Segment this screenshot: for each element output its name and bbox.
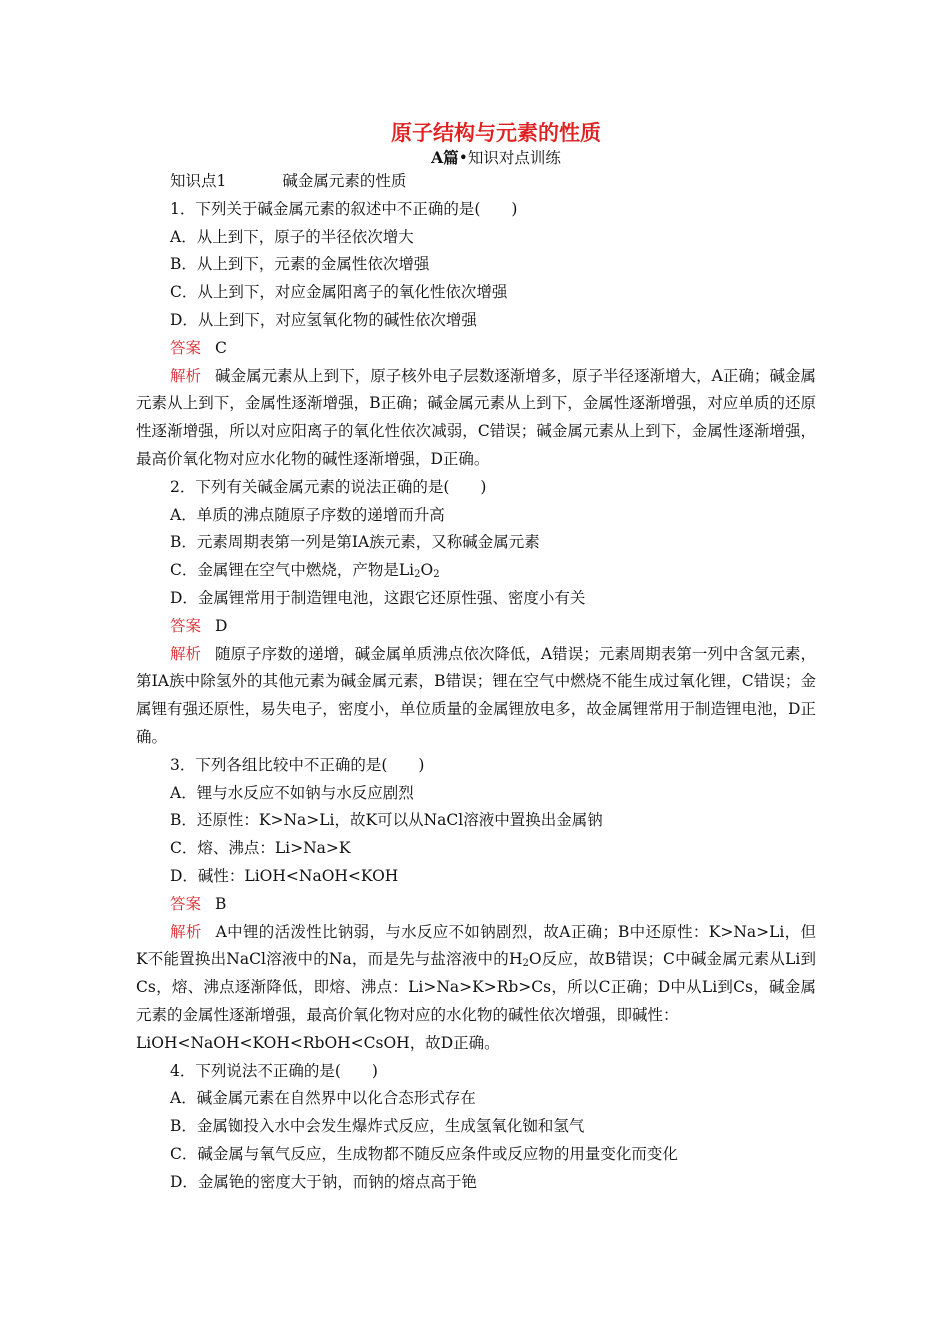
q3-option-d: D．碱性：LiOH<NaOH<KOH <box>170 866 399 885</box>
q2-answer-value: D <box>215 616 228 635</box>
q3-option-a: A．锂与水反应不如钠与水反应剧烈 <box>170 783 414 802</box>
q2-option-d: D．金属锂常用于制造锂电池，这跟它还原性强、密度小有关 <box>170 588 586 607</box>
q4-option-a: A．碱金属元素在自然界中以化合态形式存在 <box>170 1089 476 1108</box>
q4-stem: 4．下列说法不正确的是( ) <box>170 1061 378 1080</box>
section-heading <box>136 168 816 196</box>
answer-label: 答案 <box>170 616 202 635</box>
document-content <box>136 118 816 1196</box>
q1-analysis <box>136 363 816 474</box>
q1-answer <box>136 335 816 363</box>
q2-option-a: A．单质的沸点随原子序数的递增而升高 <box>170 505 445 524</box>
q4-option-b: B．金属铷投入水中会发生爆炸式反应，生成氢氧化铷和氢气 <box>170 1117 585 1136</box>
q4-option-d: D．金属铯的密度大于钠，而钠的熔点高于铯 <box>170 1172 477 1191</box>
q1-option-c: C．从上到下，对应金属阳离子的氧化性依次增强 <box>170 283 508 302</box>
subtitle-part: A篇 <box>431 148 459 167</box>
q2-analysis <box>136 641 816 752</box>
section-name: 碱金属元素的性质 <box>282 172 407 190</box>
analysis-label: 解析 <box>170 644 202 663</box>
q4-option-c: C．碱金属与氧气反应，生成物都不随反应条件或反应物的用量变化而变化 <box>170 1144 678 1163</box>
q1-option-b: B．从上到下，元素的金属性依次增强 <box>170 255 430 274</box>
q3-option-c: C．熔、沸点：Li>Na>K <box>170 839 351 858</box>
q3-answer-value: B <box>215 894 227 913</box>
q2-stem: 2．下列有关碱金属元素的说法正确的是( ) <box>170 477 487 496</box>
q3-analysis-text-cont: O反应，故B错误；C中碱金属元素从Li到Cs，熔、沸点逐渐降低，即熔、沸点：Li>Na>K>Rb>Cs，所以C正确；D中从Li到Cs，碱金属元素的金属性逐渐增强，最高价氧化物对应的水化物的碱性依次增强，即碱性： <box>136 950 816 1024</box>
q1-analysis-text: 碱金属元素从上到下，原子核外电子层数逐渐增多，原子半径逐渐增大，A正确；碱金属元素从上到下，金属性逐渐增强，B正确；碱金属元素从上到下，金属性逐渐增强，对应单质的还原性逐渐增强，所以对应阳离子的氧化性依次减弱，C错误；碱金属元素从上到下，金属性逐渐增强，最高价氧化物对应水化物的碱性逐渐增强，D正确。 <box>136 366 816 468</box>
q3-option-b: B．还原性：K>Na>Li，故K可以从NaCl溶液中置换出金属钠 <box>170 811 603 830</box>
document-subtitle <box>176 148 816 168</box>
q1-stem: 1．下列关于碱金属元素的叙述中不正确的是( ) <box>170 199 518 218</box>
analysis-label: 解析 <box>170 922 202 941</box>
answer-label: 答案 <box>170 338 202 357</box>
q1-answer-value: C <box>215 338 227 357</box>
subtitle-rest: •知识对点训练 <box>458 149 561 167</box>
q2-analysis-text: 随原子序数的递增，碱金属单质沸点依次降低，A错误；元素周期表第一列中含氢元素，第ⅠA族中除氢外的其他元素为碱金属元素，B错误；锂在空气中燃烧不能生成过氧化锂，C错误；金属锂有强还原性，易失电子，密度小，单位质量的金属锂放电多，故金属锂常用于制造锂电池，D正确。 <box>136 644 816 746</box>
q1-option-d: D．从上到下，对应氢氧化物的碱性依次增强 <box>170 310 477 329</box>
q3-answer <box>136 891 816 919</box>
q1-option-a: A．从上到下，原子的半径依次增大 <box>170 227 414 246</box>
q2-answer <box>136 613 816 641</box>
q2-option-c <box>136 557 816 585</box>
q2-option-c-text: C．金属锂在空气中燃烧，产物是Li <box>170 561 415 580</box>
q3-stem: 3．下列各组比较中不正确的是( ) <box>170 755 425 774</box>
q2-option-c-text-mid: O <box>420 561 434 580</box>
answer-label: 答案 <box>170 894 202 913</box>
subscript: 2 <box>414 569 421 581</box>
analysis-label: 解析 <box>170 366 202 385</box>
section-label: 知识点1 <box>170 172 227 190</box>
q3-analysis-text: A中锂的活泼性比钠弱，与水反应不如钠剧烈，故A正确；B中还原性：K>Na>Li，但K不能置换出NaCl溶液中的Na，而是先与盐溶液中的H <box>136 922 816 969</box>
subscript: 2 <box>433 569 440 581</box>
q3-analysis-last: LiOH<NaOH<KOH<RbOH<CsOH，故D正确。 <box>136 1033 500 1052</box>
q2-option-b: B．元素周期表第一列是第ⅠA族元素，又称碱金属元素 <box>170 533 540 552</box>
document-title: 原子结构与元素的性质 <box>391 120 601 145</box>
q3-analysis <box>136 919 816 1030</box>
subscript: 2 <box>522 958 529 970</box>
